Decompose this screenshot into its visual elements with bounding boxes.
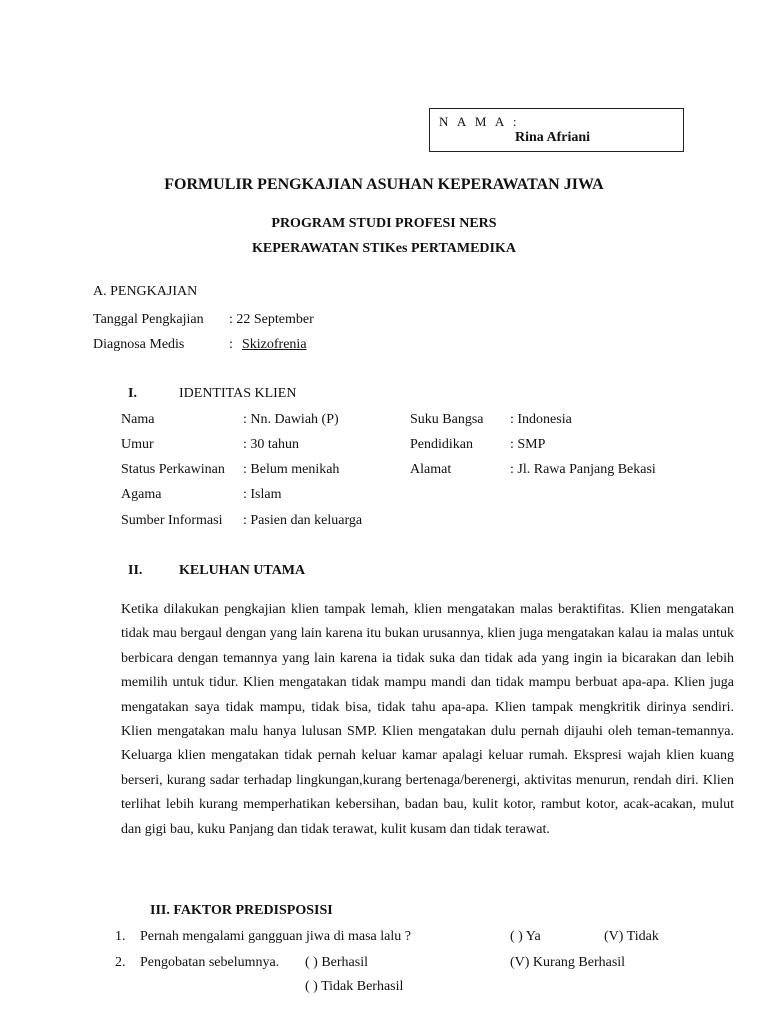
diagnosa-label: Diagnosa Medis — [93, 337, 185, 352]
section-3-title: III. FAKTOR PREDISPOSISI — [150, 903, 333, 918]
section-2-title: KELUHAN UTAMA — [179, 563, 306, 578]
name-label: N A M A : — [439, 114, 520, 129]
page-title: FORMULIR PENGKAJIAN ASUHAN KEPERAWATAN JIWA — [164, 176, 604, 193]
option-tidak-berhasil: ( ) Tidak Berhasil — [305, 979, 404, 994]
name-value: Rina Afriani — [515, 130, 591, 145]
subtitle-institution: KEPERAWATAN STIKes PERTAMEDIKA — [252, 241, 516, 256]
option-ya: ( ) Ya — [510, 929, 541, 944]
option-tidak: (V) Tidak — [604, 929, 659, 944]
section-1-number: I. — [128, 386, 137, 401]
identity-value: : Belum menikah — [243, 462, 340, 477]
question-number: 1. — [115, 929, 126, 944]
identity-label: Umur — [121, 437, 154, 452]
identity-label: Sumber Informasi — [121, 513, 223, 528]
tanggal-value: : 22 September — [229, 312, 314, 327]
identity-value: : Pasien dan keluarga — [243, 513, 363, 528]
diagnosa-colon: : — [229, 337, 233, 352]
identity-label: Suku Bangsa — [410, 412, 484, 427]
tanggal-label: Tanggal Pengkajian — [93, 312, 204, 327]
identity-value: : Islam — [243, 487, 282, 502]
question-text: Pengobatan sebelumnya. — [140, 955, 280, 970]
identity-value: : Nn. Dawiah (P) — [243, 412, 339, 427]
identity-label: Nama — [121, 412, 155, 427]
section-2-number: II. — [128, 563, 143, 578]
option-kurang-berhasil: (V) Kurang Berhasil — [510, 955, 626, 970]
name-box — [429, 108, 684, 152]
identity-label: Alamat — [410, 462, 452, 477]
identity-value: : 30 tahun — [243, 437, 299, 452]
question-text: Pernah mengalami gangguan jiwa di masa lalu ? — [140, 929, 411, 944]
chief-complaint-paragraph: Ketika dilakukan pengkajian klien tampak lemah, klien mengatakan malas beraktifitas. Klien mengatakan tidak mau bergaul dengan yang lain karena itu bukan urusannya, klien juga mengatakan kalau ia malas untuk berbicara dengan temannya yang lain karena ia tidak suka dan tidak ada yang ingin ia bicarakan dan lebih memilih untuk tidur. Klien mengatakan tidak mampu mandi dan tidak mampu berbuat apa-apa. Klien juga mengatakan saya tidak mampu, tidak bisa, tidak tahu apa-apa. Klien tampak mengkritik dirinya sendiri. Klien mengatakan malu hanya lulusan SMP. Klien mengatakan dulu pernah dijauhi oleh teman-temannya. Keluarga klien mengatakan tidak pernah keluar kamar apalagi keluar rumah. Ekspresi wajah klien kuang berseri, kurang sadar terhadap lingkungan,kurang bertenaga/berenergi, aktivitas menurun, rendah diri. Klien terlihat lebih kurang memperhatikan kebersihan, badan bau, kulit kotor, rambut kotor, acak-acakan, mulut dan gigi bau, kuku Panjang dan tidak terawat, kulit kusam dan tidak terawat. — [121, 602, 734, 837]
identity-value: : SMP — [510, 437, 546, 452]
option-berhasil: ( ) Berhasil — [305, 955, 368, 970]
identity-label: Status Perkawinan — [121, 462, 225, 477]
identity-value: : Jl. Rawa Panjang Bekasi — [510, 462, 656, 477]
identity-label: Agama — [121, 487, 162, 502]
section-1-title: IDENTITAS KLIEN — [179, 386, 297, 401]
identity-label: Pendidikan — [410, 437, 473, 452]
identity-value: : Indonesia — [510, 412, 572, 427]
section-a-heading: A. PENGKAJIAN — [93, 284, 198, 299]
diagnosa-value: Skizofrenia — [242, 337, 307, 352]
subtitle-program: PROGRAM STUDI PROFESI NERS — [271, 216, 497, 231]
question-number: 2. — [115, 955, 126, 970]
